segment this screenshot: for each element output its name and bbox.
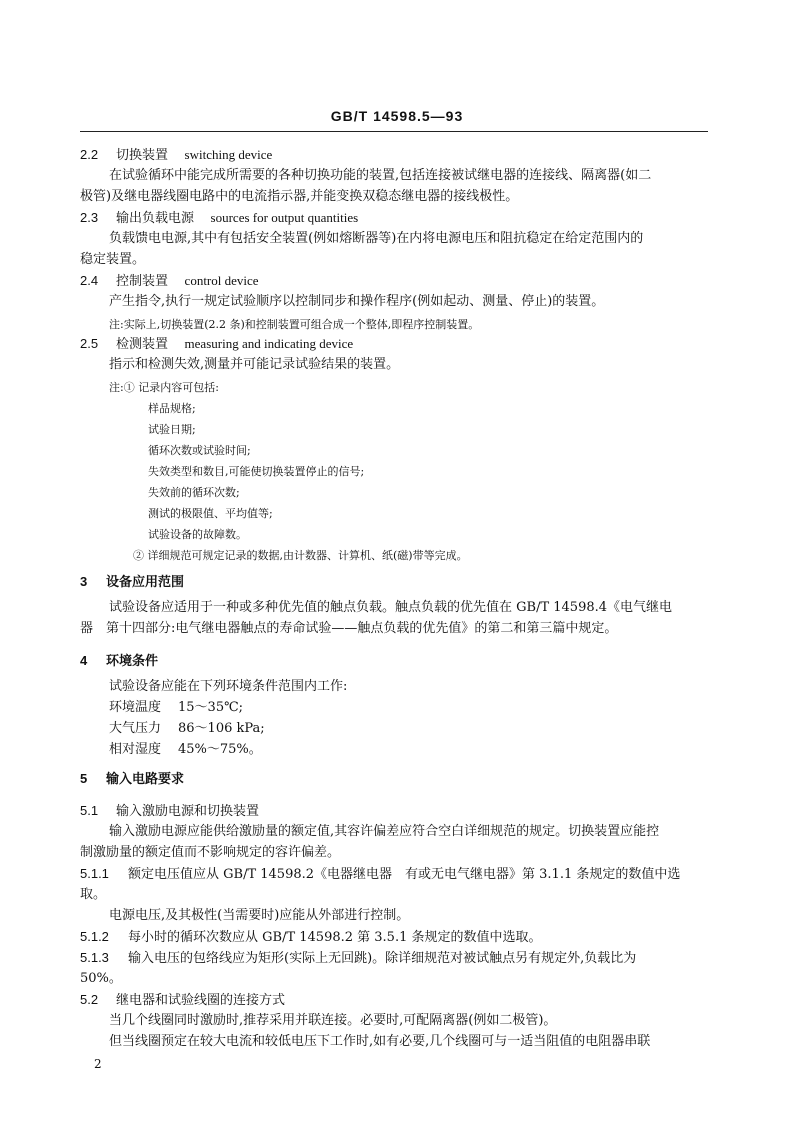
clause-title-en: switching device	[184, 147, 273, 162]
clause-number: 5.1.3	[80, 950, 109, 965]
section-number: 3	[80, 574, 88, 589]
paragraph-line: 产生指令,执行一规定试验顺序以控制同步和操作程序(例如起动、测量、停止)的装置。	[109, 294, 605, 309]
clause-title: 继电器和试验线圈的连接方式	[116, 993, 286, 1008]
paragraph-line: 稳定装置。	[80, 252, 146, 267]
note-item: 失效前的循环次数;	[148, 486, 240, 499]
clause-number: 5.1.1	[80, 866, 109, 881]
paragraph-line: 极管)及继电器线圈电路中的电流指示器,并能变换双稳态继电器的接线极性。	[80, 189, 519, 204]
param-label: 环境温度	[109, 700, 162, 715]
clause-5-1-3	[80, 949, 698, 967]
note-line: ② 详细规范可规定记录的数据,由计数器、计算机、纸(磁)带等完成。	[133, 549, 468, 562]
clause-number: 5.1.2	[80, 929, 109, 944]
clause-number: 5.1	[80, 803, 99, 818]
clause-number: 2.5	[80, 336, 99, 351]
paragraph-line: 试验设备应适用于一种或多种优先值的触点负载。触点负载的优先值在 GB/T 14598.4《电气继电	[109, 600, 673, 615]
clause-title-en: sources for output quantities	[210, 210, 359, 225]
note-item: 循环次数或试验时间;	[148, 444, 251, 457]
env-param-temperature	[109, 699, 727, 716]
section-number: 5	[80, 771, 88, 786]
clause-number: 5.2	[80, 992, 99, 1007]
section-3-heading	[80, 573, 698, 591]
clause-title: 切换装置	[116, 148, 169, 163]
paragraph-line: 电源电压,及其极性(当需要时)应能从外部进行控制。	[109, 908, 410, 923]
clause-5-1-2	[80, 928, 698, 946]
clause-2-4-heading	[80, 272, 698, 290]
paragraph-line: 50%。	[80, 971, 122, 986]
note-item: 样品规格;	[148, 402, 196, 415]
clause-title: 控制装置	[116, 274, 169, 289]
param-label: 大气压力	[109, 721, 162, 736]
note-item: 试验日期;	[148, 423, 196, 436]
clause-title: 检测装置	[116, 337, 169, 352]
note-item: 测试的极限值、平均值等;	[148, 507, 273, 520]
paragraph-line: 额定电压值应从 GB/T 14598.2《电器继电器 有或无电气继电器》第 3.1.1 条规定的数值中选	[128, 867, 681, 882]
param-label: 相对湿度	[109, 742, 162, 757]
clause-5-1-heading	[80, 802, 698, 820]
clause-number: 2.2	[80, 147, 99, 162]
paragraph-line: 制激励量的额定值而不影响规定的容许偏差。	[80, 845, 341, 860]
param-value: 45%～75%。	[178, 742, 262, 757]
section-title: 输入电路要求	[106, 772, 185, 787]
env-param-humidity	[109, 741, 727, 758]
section-number: 4	[80, 653, 88, 668]
clause-2-3-heading	[80, 209, 698, 227]
paragraph-line: 输入电压的包络线应为矩形(实际上无回跳)。除详细规范对被试触点另有规定外,负载比为	[128, 951, 637, 966]
clause-title-en: control device	[184, 273, 259, 288]
paragraph-line: 输入激励电源应能供给激励量的额定值,其容许偏差应符合空白详细规范的规定。切换装置应能控	[109, 824, 660, 839]
paragraph-line: 但当线圈预定在较大电流和较低电压下工作时,如有必要,几个线圈可与一适当阻值的电阻器串联	[109, 1034, 651, 1049]
env-param-pressure	[109, 720, 727, 737]
clause-title-en: measuring and indicating device	[184, 336, 354, 351]
note-item: 试验设备的故障数。	[148, 528, 247, 541]
clause-5-1-1	[80, 865, 698, 883]
section-title: 环境条件	[106, 654, 159, 669]
paragraph-line: 在试验循环中能完成所需要的各种切换功能的装置,包括连接被试继电器的连接线、隔离器(如二	[109, 168, 652, 183]
param-value: 86～106 kPa;	[178, 721, 265, 736]
clause-title: 输出负载电源	[116, 211, 195, 226]
standard-header: GB/T 14598.5—93	[330, 108, 464, 124]
clause-2-2-heading	[80, 146, 698, 164]
clause-2-5-heading	[80, 335, 698, 353]
clause-number: 2.3	[80, 210, 99, 225]
note-line: 注:实际上,切换装置(2.2 条)和控制装置可组合成一个整体,即程序控制装置。	[109, 318, 480, 331]
section-5-heading	[80, 770, 698, 788]
paragraph-line: 取。	[80, 887, 107, 902]
section-4-heading	[80, 652, 698, 670]
note-lead: 注:① 记录内容可包括:	[109, 381, 219, 394]
paragraph-line: 负载馈电电源,其中有包括安全装置(例如熔断器等)在内将电源电压和阻抗稳定在给定范围内的	[109, 231, 644, 246]
clause-5-2-heading	[80, 991, 698, 1009]
note-item: 失效类型和数目,可能使切换装置停止的信号;	[148, 465, 365, 478]
param-value: 15～35℃;	[178, 700, 244, 715]
page-number: 2	[94, 1057, 102, 1071]
paragraph-line: 器 第十四部分:电气继电器触点的寿命试验——触点负载的优先值》的第二和第三篇中规定。	[80, 621, 618, 636]
header-rule	[80, 131, 708, 132]
paragraph-line: 当几个线圈同时激励时,推荐采用并联连接。必要时,可配隔离器(例如二极管)。	[109, 1013, 557, 1028]
paragraph-line: 每小时的循环次数应从 GB/T 14598.2 第 3.5.1 条规定的数值中选取。	[128, 930, 542, 945]
clause-number: 2.4	[80, 273, 99, 288]
clause-title: 输入激励电源和切换装置	[116, 804, 260, 819]
paragraph-line: 指示和检测失效,测量并可能记录试验结果的装置。	[109, 357, 400, 372]
section-title: 设备应用范围	[106, 575, 185, 590]
paragraph-line: 试验设备应能在下列环境条件范围内工作:	[109, 679, 348, 694]
